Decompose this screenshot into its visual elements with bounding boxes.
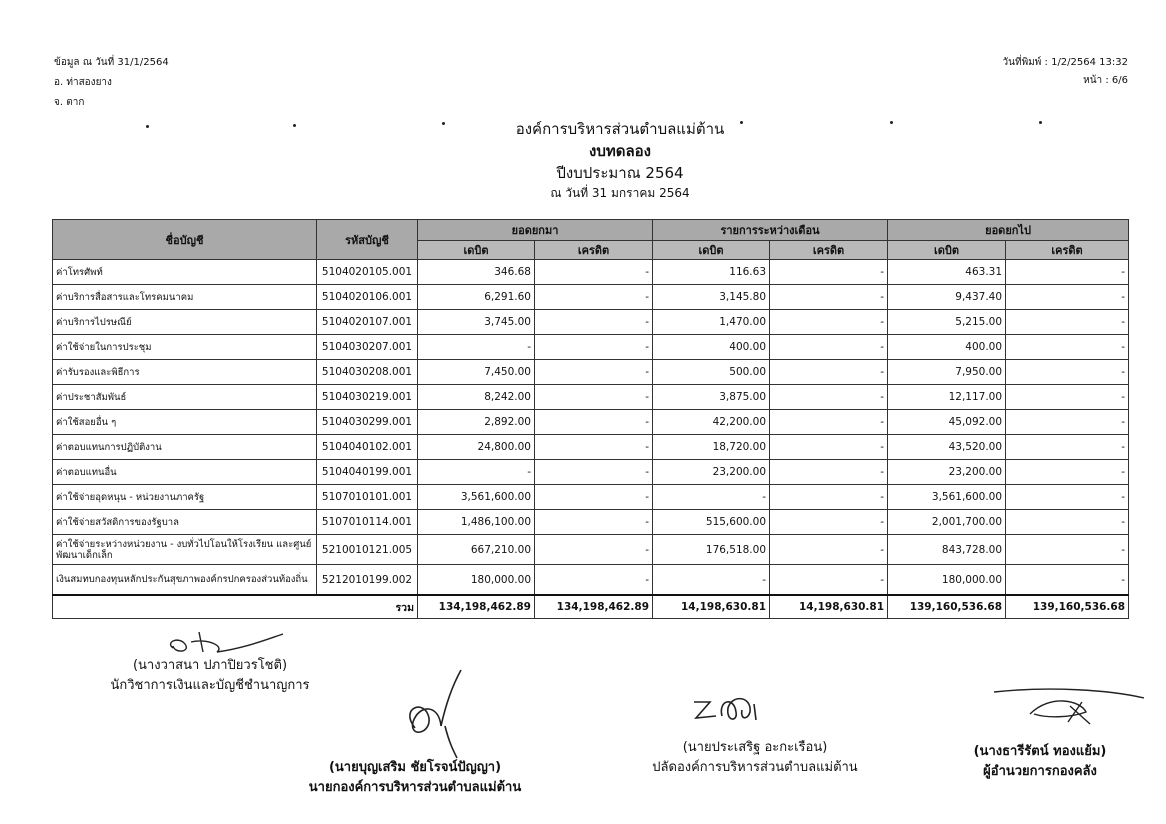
header-debit: เดบิต [888,241,1006,260]
total-cf-credit: 139,160,536.68 [1006,595,1129,619]
bf-debit-cell: 7,450.00 [418,360,535,385]
month-credit-cell: - [770,535,888,565]
signer-position: ผู้อำนวยการกองคลัง [983,764,1097,779]
trial-balance-table [52,219,1129,619]
account-code-cell: 5104030207.001 [317,335,418,360]
signer-name: (นางธารีรัตน์ ทองแย้ม) [973,744,1107,759]
signature-scribble [990,684,1150,734]
cf-debit-cell: 23,200.00 [888,460,1006,485]
table-row [53,310,1129,335]
month-credit-cell: - [770,285,888,310]
total-month-credit: 14,198,630.81 [770,595,888,619]
total-month-debit: 14,198,630.81 [653,595,770,619]
bf-credit-cell: - [535,565,653,596]
signature-block-finance-director [950,742,1130,782]
account-name-cell: ค่าใช้จ่ายในการประชุม [53,335,317,360]
bf-credit-cell: - [535,260,653,285]
bf-debit-cell: 8,242.00 [418,385,535,410]
cf-credit-cell: - [1006,460,1129,485]
bf-debit-cell: 3,745.00 [418,310,535,335]
bf-debit-cell: 180,000.00 [418,565,535,596]
organization-name: องค์การบริหารส่วนตำบลแม่ต้าน [515,120,725,138]
meta-left [54,56,169,116]
bf-credit-cell: - [535,435,653,460]
cf-debit-cell: 45,092.00 [888,410,1006,435]
print-date: วันที่พิมพ์ : 1/2/2564 13:32 [1002,57,1128,68]
signature-block-accountant [110,656,310,696]
cf-debit-cell: 843,728.00 [888,535,1006,565]
header-account-name: ชื่อบัญชี [53,220,317,260]
header-credit: เครดิต [770,241,888,260]
month-debit-cell: - [653,565,770,596]
signature-scribble [395,668,485,760]
cf-credit-cell: - [1006,565,1129,596]
account-code-cell: 5107010114.001 [317,510,418,535]
month-credit-cell: - [770,385,888,410]
header-debit: เดบิต [418,241,535,260]
month-credit-cell: - [770,310,888,335]
account-name-cell: เงินสมทบกองทุนหลักประกันสุขภาพองค์กรปกครองส่วนท้องถิ่น [53,565,317,596]
cf-debit-cell: 3,561,600.00 [888,485,1006,510]
month-credit-cell: - [770,410,888,435]
bf-debit-cell: 346.68 [418,260,535,285]
cf-credit-cell: - [1006,485,1129,510]
bf-credit-cell: - [535,460,653,485]
bf-credit-cell: - [535,510,653,535]
report-heading [0,118,1166,202]
month-credit-cell: - [770,510,888,535]
cf-credit-cell: - [1006,535,1129,565]
bf-credit-cell: - [535,335,653,360]
bf-debit-cell: - [418,335,535,360]
signature-block-mayor [300,758,530,798]
as-of-date: ณ วันที่ 31 มกราคม 2564 [550,186,690,200]
document-title: งบทดลอง [589,142,651,160]
province: จ. ตาก [54,97,85,108]
month-debit-cell: 42,200.00 [653,410,770,435]
account-code-cell: 5104020106.001 [317,285,418,310]
month-credit-cell: - [770,485,888,510]
account-name-cell: ค่าใช้จ่ายระหว่างหน่วยงาน - งบทั่วไปโอนให้โรงเรียน และศูนย์พัฒนาเด็กเล็ก [53,535,317,565]
account-name-cell: ค่าบริการไปรษณีย์ [53,310,317,335]
cf-debit-cell: 12,117.00 [888,385,1006,410]
cf-credit-cell: - [1006,510,1129,535]
cf-debit-cell: 400.00 [888,335,1006,360]
account-code-cell: 5104020107.001 [317,310,418,335]
month-debit-cell: 515,600.00 [653,510,770,535]
signature-block-chief-administrator [635,738,875,778]
month-debit-cell: 23,200.00 [653,460,770,485]
total-bf-credit: 134,198,462.89 [535,595,653,619]
cf-debit-cell: 43,520.00 [888,435,1006,460]
table-row [53,260,1129,285]
month-debit-cell: 176,518.00 [653,535,770,565]
signer-name: (นายประเสริฐ อะกะเรือน) [682,740,828,755]
cf-debit-cell: 7,950.00 [888,360,1006,385]
month-debit-cell: 3,875.00 [653,385,770,410]
cf-debit-cell: 463.31 [888,260,1006,285]
account-name-cell: ค่าประชาสัมพันธ์ [53,385,317,410]
cf-credit-cell: - [1006,385,1129,410]
month-debit-cell: 3,145.80 [653,285,770,310]
table-row [53,435,1129,460]
month-debit-cell: 116.63 [653,260,770,285]
account-code-cell: 5104020105.001 [317,260,418,285]
table-row [53,565,1129,596]
month-credit-cell: - [770,460,888,485]
district: อ. ท่าสองยาง [54,77,112,88]
bf-credit-cell: - [535,360,653,385]
account-code-cell: 5104030208.001 [317,360,418,385]
account-code-cell: 5212010199.002 [317,565,418,596]
account-code-cell: 5104030219.001 [317,385,418,410]
table-row [53,410,1129,435]
month-debit-cell: 400.00 [653,335,770,360]
cf-credit-cell: - [1006,310,1129,335]
cf-credit-cell: - [1006,410,1129,435]
bf-credit-cell: - [535,485,653,510]
cf-credit-cell: - [1006,285,1129,310]
data-date: ข้อมูล ณ วันที่ 31/1/2564 [54,57,169,68]
bf-debit-cell: 667,210.00 [418,535,535,565]
bf-credit-cell: - [535,535,653,565]
total-label: รวม [53,595,418,619]
month-debit-cell: - [653,485,770,510]
cf-debit-cell: 9,437.40 [888,285,1006,310]
table-row [53,510,1129,535]
total-row [53,595,1129,619]
cf-debit-cell: 180,000.00 [888,565,1006,596]
month-credit-cell: - [770,565,888,596]
fiscal-year: ปีงบประมาณ 2564 [556,164,684,182]
cf-debit-cell: 5,215.00 [888,310,1006,335]
account-code-cell: 5104040199.001 [317,460,418,485]
header-credit: เครดิต [535,241,653,260]
month-debit-cell: 18,720.00 [653,435,770,460]
month-debit-cell: 1,470.00 [653,310,770,335]
account-code-cell: 5104040102.001 [317,435,418,460]
table-row [53,335,1129,360]
signer-name: (นายบุญเสริม ชัยโรจน์ปัญญา) [328,760,502,775]
cf-credit-cell: - [1006,435,1129,460]
month-credit-cell: - [770,360,888,385]
account-name-cell: ค่ารับรองและพิธีการ [53,360,317,385]
account-name-cell: ค่าใช้จ่ายสวัสดิการของรัฐบาล [53,510,317,535]
month-credit-cell: - [770,260,888,285]
meta-right [1003,56,1128,92]
bf-credit-cell: - [535,285,653,310]
header-during-month: รายการระหว่างเดือน [653,220,888,241]
cf-credit-cell: - [1006,360,1129,385]
table-body [53,260,1129,596]
bf-debit-cell: 24,800.00 [418,435,535,460]
bf-debit-cell: 1,486,100.00 [418,510,535,535]
total-bf-debit: 134,198,462.89 [418,595,535,619]
month-credit-cell: - [770,335,888,360]
signer-name: (นางวาสนา ปภาปิยวรโชติ) [132,658,288,673]
header-account-code: รหัสบัญชี [317,220,418,260]
cf-credit-cell: - [1006,335,1129,360]
bf-debit-cell: - [418,460,535,485]
page-number: หน้า : 6/6 [1083,75,1128,86]
bf-debit-cell: 2,892.00 [418,410,535,435]
account-code-cell: 5210010121.005 [317,535,418,565]
header-debit: เดบิต [653,241,770,260]
account-code-cell: 5104030299.001 [317,410,418,435]
account-name-cell: ค่าตอบแทนการปฏิบัติงาน [53,435,317,460]
header-brought-forward: ยอดยกมา [418,220,653,241]
signer-position: นักวิชาการเงินและบัญชีชำนาญการ [110,678,310,693]
account-name-cell: ค่าโทรศัพท์ [53,260,317,285]
table-row [53,485,1129,510]
bf-credit-cell: - [535,385,653,410]
table-row [53,285,1129,310]
bf-debit-cell: 6,291.60 [418,285,535,310]
signature-scribble [690,690,780,730]
account-code-cell: 5107010101.001 [317,485,418,510]
table-row [53,460,1129,485]
account-name-cell: ค่าใช้จ่ายอุดหนุน - หน่วยงานภาครัฐ [53,485,317,510]
account-name-cell: ค่าบริการสื่อสารและโทรคมนาคม [53,285,317,310]
table-row [53,360,1129,385]
signature-scribble [155,628,295,658]
total-cf-debit: 139,160,536.68 [888,595,1006,619]
bf-credit-cell: - [535,310,653,335]
cf-debit-cell: 2,001,700.00 [888,510,1006,535]
signer-position: ปลัดองค์การบริหารส่วนตำบลแม่ต้าน [652,760,858,775]
signer-position: นายกองค์การบริหารส่วนตำบลแม่ต้าน [308,780,522,795]
month-debit-cell: 500.00 [653,360,770,385]
account-name-cell: ค่าใช้สอยอื่น ๆ [53,410,317,435]
header-credit: เครดิต [1006,241,1129,260]
month-credit-cell: - [770,435,888,460]
bf-credit-cell: - [535,410,653,435]
bf-debit-cell: 3,561,600.00 [418,485,535,510]
cf-credit-cell: - [1006,260,1129,285]
table-row [53,385,1129,410]
account-name-cell: ค่าตอบแทนอื่น [53,460,317,485]
header-carried-forward: ยอดยกไป [888,220,1129,241]
table-row [53,535,1129,565]
